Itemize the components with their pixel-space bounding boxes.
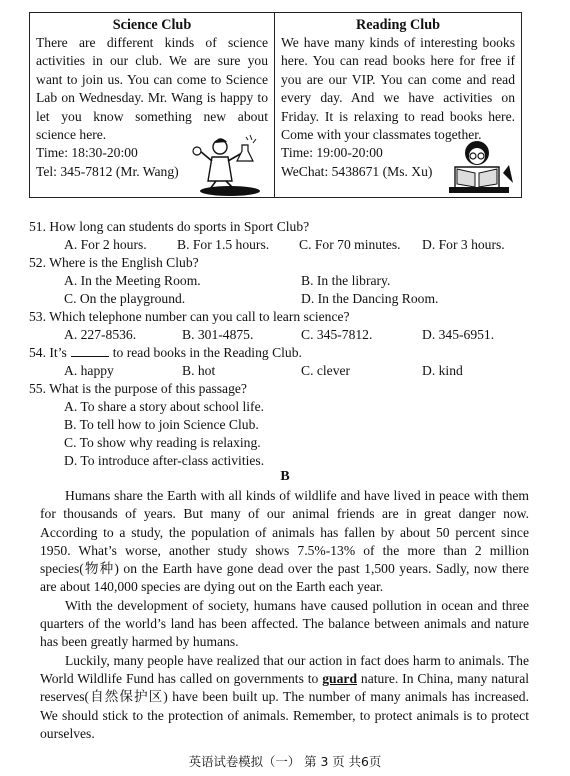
club-table: [29, 12, 522, 198]
question-52-option-d: D. In the Dancing Room.: [301, 291, 439, 306]
science-club-body: There are different kinds of science activities in our club. We are sure you want to join us. You can come to Science Lab on Wednesday. Mr. Wang is happy to let you know something new about science here.: [36, 35, 268, 143]
question-53-stem: 53. Which telephone number can you call to learn science?: [29, 309, 350, 324]
question-51-option-b: B. For 1.5 hours.: [177, 237, 270, 252]
passage-paragraph-2: With the development of society, humans have caused pollution in ocean and three quarters of the world’s land has been affected. The balance between animals and nature has been greatly harmed by humans.: [40, 597, 529, 650]
question-54-option-d: D. kind: [422, 363, 463, 378]
question-52-option-c: C. On the playground.: [64, 291, 186, 306]
question-54-stem-start: 54. It’s: [29, 345, 67, 360]
science-club-contact: Tel: 345-7812 (Mr. Wang): [36, 163, 179, 179]
passage-section-letter: B: [280, 469, 290, 484]
reading-club-title: Reading Club: [356, 17, 440, 33]
question-54-stem-end: to read books in the Reading Club.: [112, 345, 302, 360]
question-54-option-b: B. hot: [182, 363, 216, 378]
question-55-option-b: B. To tell how to join Science Club.: [64, 417, 259, 432]
reading-passage: [40, 487, 529, 743]
question-53-option-d: D. 345-6951.: [422, 327, 495, 342]
passage-paragraph-3: [40, 652, 529, 743]
scientist-with-flask-icon: [190, 131, 268, 197]
question-54-option-a: A. happy: [64, 363, 114, 378]
question-53-option-a: A. 227-8536.: [64, 327, 137, 342]
paragraph-3-start: Luckily, many people have realized that our action in fact does harm to animals. The World Wildlife Fund has called on governments to: [40, 652, 529, 686]
reading-club-time: Time: 19:00-20:00: [281, 145, 383, 161]
question-55-option-c: C. To show why reading is relaxing.: [64, 435, 261, 450]
question-55-option-d: D. To introduce after-class activities.: [64, 453, 265, 468]
reading-club-cell: [275, 13, 521, 197]
reading-club-body: We have many kinds of interesting books here. You can read books here for free if you are our VIP. You can come and read every day. And we have activities on Friday. It is relaxing to read books here. Come with your classmates together.: [281, 35, 515, 143]
science-club-time: Time: 18:30-20:00: [36, 145, 138, 161]
page-footer: 英语试卷模拟（一） 第 3 页 共6页: [188, 754, 382, 769]
question-53-option-b: B. 301-4875.: [182, 327, 254, 342]
passage-paragraph-1: Humans share the Earth with all kinds of wildlife and have lived in peace with them for thousands of years. But many of our animal friends are in great danger now. According to a study, the population of animals has fallen by about 50 percent since 1950. What’s worse, another study shows 7.5%-13% of the more than 2 million species(物种) on the Earth have gone dead over the past 1,500 years. Sadly, now there are about 140,000 species are dying out on the Earth each year.: [40, 488, 529, 595]
science-club-title: Science Club: [112, 17, 192, 33]
question-51-option-a: A. For 2 hours.: [64, 237, 147, 252]
question-55-stem: 55. What is the purpose of this passage?: [29, 381, 247, 396]
question-55-option-a: A. To share a story about school life.: [64, 399, 265, 414]
question-51-option-c: C. For 70 minutes.: [299, 237, 401, 252]
question-51-stem: 51. How long can students do sports in Sport Club?: [29, 219, 310, 234]
question-54-stem: [29, 344, 302, 361]
question-52-stem: 52. Where is the English Club?: [29, 255, 199, 270]
paragraph-3-end: nature. In China, many natural reserves(自然保护区) have been built up. The number of many animals has increased. We should stick to the protection of animals. Remember, to protect animals is to protect ourselves.: [40, 670, 529, 741]
question-51-option-d: D. For 3 hours.: [422, 237, 505, 252]
question-53-option-c: C. 345-7812.: [301, 327, 373, 342]
answer-blank: [71, 345, 109, 357]
science-club-cell: [30, 13, 275, 197]
question-54-option-c: C. clever: [301, 363, 351, 378]
key-word-guard: guard: [322, 670, 357, 686]
question-52-option-b: B. In the library.: [301, 273, 391, 288]
question-52-option-a: A. In the Meeting Room.: [64, 273, 201, 288]
reading-club-contact: WeChat: 5438671 (Ms. Xu): [281, 163, 433, 179]
student-reading-icon: [443, 137, 515, 195]
